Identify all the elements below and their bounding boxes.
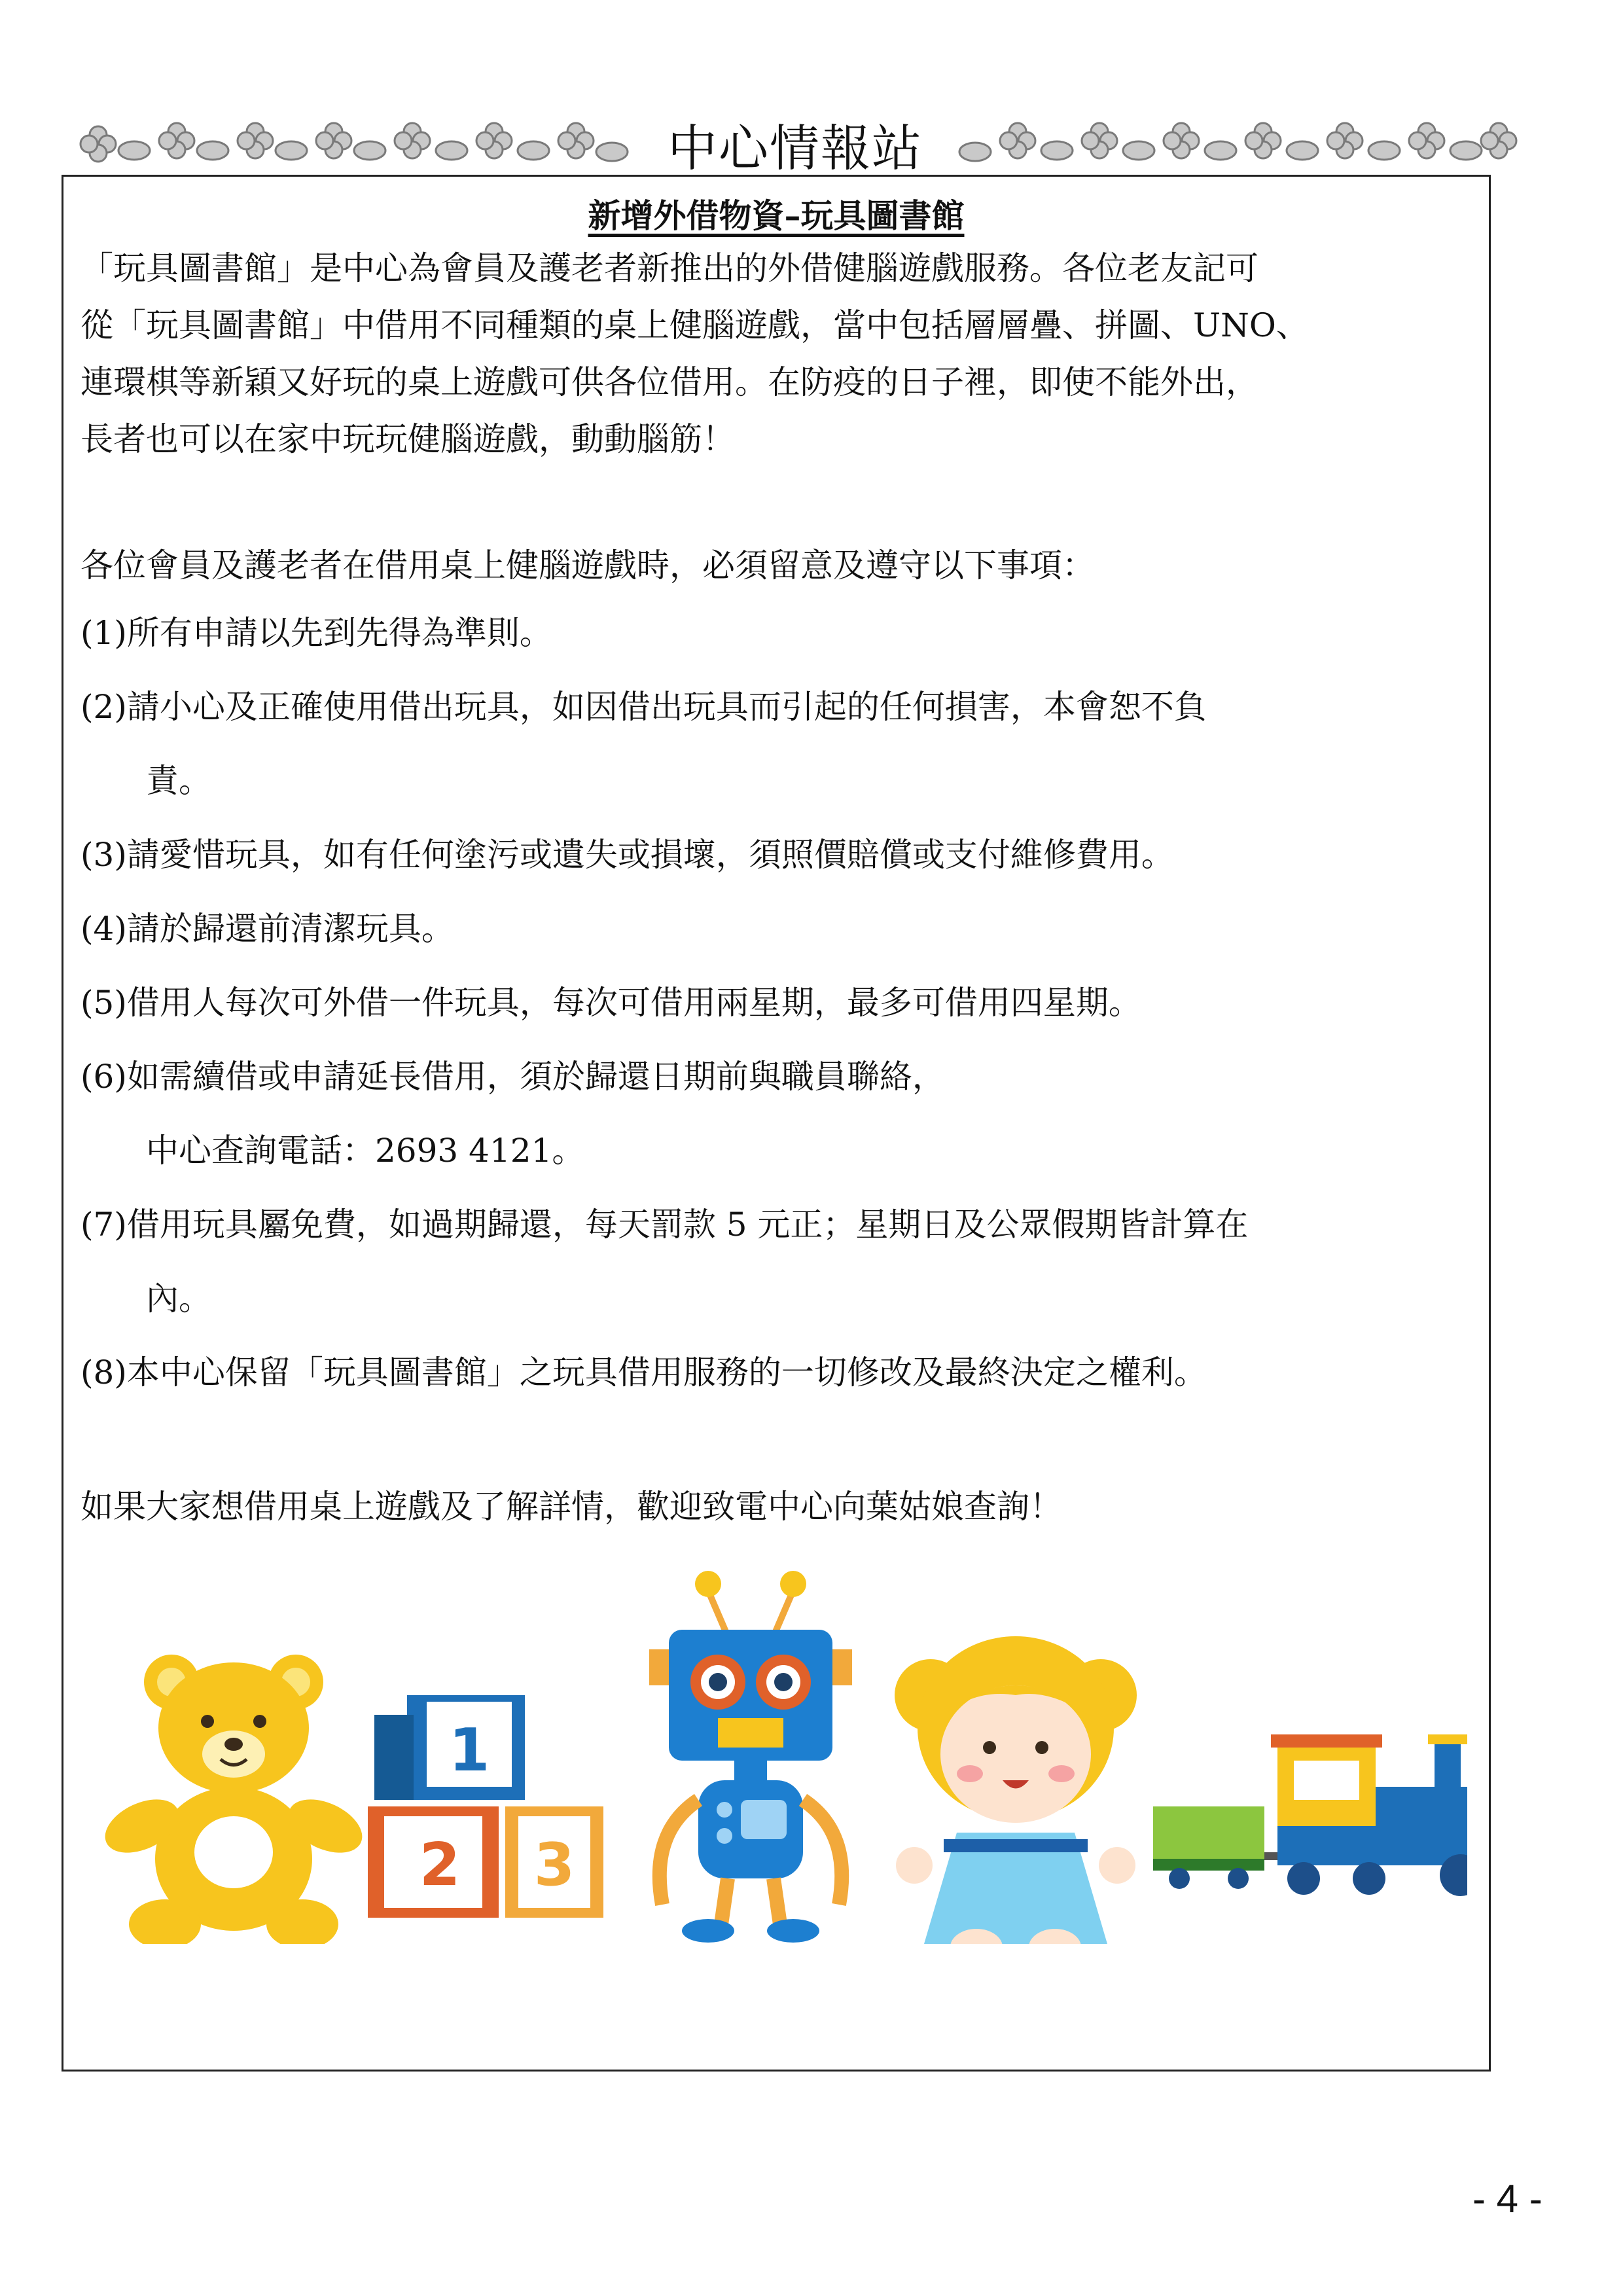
teddy-bear-icon (97, 1655, 370, 1944)
number-blocks-icon (368, 1695, 603, 1918)
block-number-3: 3 (533, 1831, 575, 1899)
closing-line: 如果大家想借用桌上遊戲及了解詳情，歡迎致電中心向葉姑娘查詢！ (80, 1488, 1062, 1526)
header-title: 中心情報站 (668, 119, 923, 177)
doll-icon (895, 1636, 1137, 1944)
rule-item: (3)請愛惜玩具，如有任何塗污或遺失或損壞，須照價賠償或支付維修費用。 (80, 836, 1174, 874)
block-number-2: 2 (419, 1831, 461, 1899)
robot-icon (649, 1571, 852, 1943)
rule-item: (1)所有申請以先到先得為準則。 (80, 614, 552, 652)
rule-item: (8)本中心保留「玩具圖書館」之玩具借用服務的一切修改及最終決定之權利。 (80, 1354, 1207, 1391)
article-title: 新增外借物資–玩具圖書館 (588, 196, 965, 235)
rule-item: (6)如需續借或申請延長借用，須於歸還日期前與職員聯絡， (80, 1058, 945, 1096)
section-header (72, 105, 1518, 177)
rule-item: (4)請於歸還前清潔玩具。 (80, 910, 454, 948)
toy-train-icon (1153, 1734, 1467, 1896)
article-frame (62, 175, 1491, 2072)
rule-item: (7)借用玩具屬免費，如過期歸還，每天罰款 5 元正；星期日及公眾假期皆計算在 (80, 1206, 1249, 1244)
rules-intro: 各位會員及護老者在借用桌上健腦遊戲時，必須留意及遵守以下事項： (80, 547, 1095, 584)
rule-item: (5)借用人每次可外借一件玩具，每次可借用兩星期，最多可借用四星期。 (80, 984, 1141, 1022)
intro-line: 從「玩具圖書館」中借用不同種類的桌上健腦遊戲，當中包括層層疊、拼圖、UNO、 (80, 306, 1309, 344)
intro-line: 長者也可以在家中玩玩健腦遊戲，動動腦筋！ (80, 420, 735, 458)
toys-illustration (93, 1551, 1467, 1944)
rule-item-continuation: 責。 (80, 762, 211, 800)
intro-line: 連環棋等新穎又好玩的桌上遊戲可供各位借用。在防疫的日子裡，即使不能外出， (80, 363, 1258, 401)
block-number-1: 1 (448, 1716, 490, 1785)
rule-item-continuation: 內。 (80, 1280, 211, 1318)
page-number: - 4 - (1472, 2177, 1543, 2221)
rule-item: (2)請小心及正確使用借出玩具，如因借出玩具而引起的任何損害，本會恕不負 (80, 688, 1207, 726)
rule-item-continuation: 中心查詢電話：2693 4121。 (80, 1132, 585, 1170)
intro-line: 「玩具圖書館」是中心為會員及護老者新推出的外借健腦遊戲服務。各位老友記可 (80, 249, 1258, 287)
